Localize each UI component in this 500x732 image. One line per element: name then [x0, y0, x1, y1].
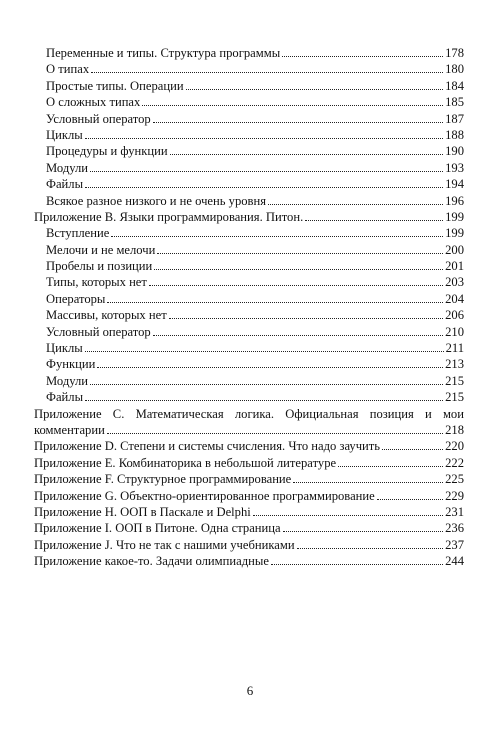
toc-entry-title: Переменные и типы. Структура программы — [46, 46, 281, 60]
toc-entry-word: Математическая — [135, 406, 224, 421]
toc-entry-page: 188 — [445, 127, 464, 142]
toc-entry-page: 213 — [445, 357, 464, 372]
toc-entry-title: Приложение F. Структурное программирование — [34, 472, 292, 487]
toc-entry-page: 215 — [445, 373, 464, 388]
dot-leader — [90, 384, 443, 385]
toc-entry — [34, 340, 464, 356]
toc-entry-title: Приложение H. ООП в Паскале и Delphi — [34, 504, 251, 519]
toc-entry-title: Циклы — [46, 341, 83, 356]
dot-leader — [169, 318, 443, 319]
toc-entry-page: 210 — [445, 324, 464, 339]
toc-entry-title: Вступление — [46, 226, 110, 241]
toc-entry-title: О типах — [46, 62, 90, 77]
dot-leader — [107, 302, 443, 303]
dot-leader — [338, 466, 443, 467]
toc-entry-page: 193 — [445, 160, 464, 175]
dot-leader — [382, 449, 443, 450]
dot-leader — [90, 171, 443, 172]
toc-entry-page: 196 — [445, 193, 464, 208]
dot-leader — [85, 138, 443, 139]
toc-entry-page: 187 — [445, 111, 464, 126]
toc-entry-word: Официальная — [285, 406, 359, 421]
toc-entry-title: Циклы — [46, 127, 83, 142]
toc-entry — [34, 258, 464, 274]
toc-entry — [34, 438, 464, 454]
toc-entry-page: 204 — [445, 291, 464, 306]
toc-entry-page: 215 — [445, 390, 464, 405]
toc-entry — [34, 389, 464, 405]
toc-entry-title: О сложных типах — [46, 95, 141, 110]
toc-entry-title: Приложение J. Что не так с нашими учебниками — [34, 537, 295, 552]
dot-leader — [186, 89, 444, 90]
dot-leader — [154, 269, 443, 270]
toc-entry-word: позиция — [369, 406, 414, 421]
toc-entry-word: логика. — [234, 406, 275, 421]
toc-entry-page: 199 — [445, 209, 464, 224]
toc-entry-line-2 — [34, 422, 464, 438]
toc-entry-title: Файлы — [46, 390, 84, 405]
toc-entry-line-1 — [34, 406, 464, 422]
dot-leader — [85, 187, 443, 188]
toc-entry-page: 178 — [445, 46, 464, 60]
toc-entry — [34, 143, 464, 159]
dot-leader — [85, 351, 444, 352]
toc-entry-title: Приложение B. Языки программирования. Питон. — [34, 209, 304, 224]
dot-leader — [142, 105, 443, 106]
toc-entry-title: Файлы — [46, 177, 84, 192]
toc-entry-title: Условный оператор — [46, 111, 151, 126]
toc-entry-page: 244 — [445, 554, 464, 569]
toc-entry-title: Модули — [46, 160, 88, 175]
toc-entry-word: мои — [442, 406, 464, 421]
toc-entry-title: Приложение D. Степени и системы счисления. Что надо заучить — [34, 439, 381, 454]
toc-entry — [34, 94, 464, 110]
toc-entry — [34, 160, 464, 176]
toc-entry-title: Простые типы. Операции — [46, 78, 184, 93]
toc-entry-title: Функции — [46, 357, 96, 372]
toc-entry — [34, 356, 464, 372]
toc-entry — [34, 127, 464, 143]
dot-leader — [305, 220, 443, 221]
toc-entry — [34, 242, 464, 258]
dot-leader — [268, 204, 443, 205]
toc-entry-title: Типы, которых нет — [46, 275, 147, 290]
table-of-contents — [34, 45, 464, 570]
toc-entry-title: Приложение G. Объектно-ориентированное программирование — [34, 488, 375, 503]
toc-entry-page: 229 — [445, 488, 464, 503]
toc-entry-page: 225 — [445, 472, 464, 487]
toc-entry-page: 190 — [445, 144, 464, 159]
dot-leader — [297, 548, 444, 549]
toc-entry-page: 222 — [445, 455, 464, 470]
dot-leader — [97, 367, 443, 368]
toc-entry-page: 237 — [445, 537, 464, 552]
toc-entry — [34, 291, 464, 307]
toc-entry — [34, 373, 464, 389]
toc-entry — [34, 176, 464, 192]
toc-entry-title: Массивы, которых нет — [46, 308, 167, 323]
toc-part-2 — [34, 438, 464, 569]
toc-entry-title: Процедуры и функции — [46, 144, 168, 159]
toc-entry — [34, 61, 464, 77]
toc-entry — [34, 209, 464, 225]
toc-entry — [34, 520, 464, 536]
toc-entry-appendix-c — [34, 406, 464, 439]
toc-entry — [34, 274, 464, 290]
toc-entry-title: Приложение E. Комбинаторика в небольшой литературе — [34, 455, 337, 470]
toc-entry-title: Операторы — [46, 291, 106, 306]
toc-entry — [34, 504, 464, 520]
dot-leader — [377, 499, 443, 500]
dot-leader — [253, 515, 443, 516]
toc-entry-word: Приложение — [34, 406, 102, 421]
toc-entry-title: Мелочи и не мелочи — [46, 242, 156, 257]
toc-part-1 — [34, 45, 464, 406]
dot-leader — [282, 56, 443, 57]
dot-leader — [153, 335, 443, 336]
toc-entry-title: комментарии — [34, 422, 105, 437]
dot-leader — [107, 433, 443, 434]
toc-entry-word: C. — [112, 406, 125, 421]
toc-entry-title: Приложение I. ООП в Питоне. Одна страница — [34, 521, 281, 536]
toc-entry-page: 218 — [445, 422, 464, 437]
toc-entry — [34, 471, 464, 487]
toc-entry — [34, 488, 464, 504]
toc-entry-page: 180 — [445, 62, 464, 77]
toc-entry — [34, 45, 464, 61]
page-number: 6 — [246, 683, 254, 698]
toc-entry-title: Всякое разное низкого и не очень уровня — [46, 193, 267, 208]
dot-leader — [293, 482, 443, 483]
toc-entry-page: 203 — [445, 275, 464, 290]
toc-entry — [34, 537, 464, 553]
toc-entry-page: 201 — [445, 259, 464, 274]
toc-entry-page: 185 — [445, 95, 464, 110]
dot-leader — [149, 285, 443, 286]
toc-entry-page: 199 — [445, 226, 464, 241]
dot-leader — [91, 72, 443, 73]
dot-leader — [170, 154, 444, 155]
dot-leader — [157, 253, 443, 254]
toc-entry-page: 206 — [445, 308, 464, 323]
toc-entry-page: 200 — [445, 242, 464, 257]
dot-leader — [111, 236, 443, 237]
toc-entry — [34, 455, 464, 471]
toc-entry-page: 236 — [445, 521, 464, 536]
dot-leader — [85, 400, 443, 401]
dot-leader — [153, 122, 443, 123]
toc-entry — [34, 324, 464, 340]
toc-entry-page: 220 — [445, 439, 464, 454]
toc-entry — [34, 78, 464, 94]
toc-entry — [34, 225, 464, 241]
dot-leader — [283, 531, 443, 532]
toc-entry — [34, 193, 464, 209]
toc-entry-title: Условный оператор — [46, 324, 151, 339]
toc-entry-word: и — [424, 406, 432, 421]
toc-entry-page: 184 — [445, 78, 464, 93]
toc-entry-page: 231 — [445, 504, 464, 519]
toc-entry-title: Пробелы и позиции — [46, 259, 153, 274]
dot-leader — [271, 564, 443, 565]
toc-entry — [34, 111, 464, 127]
toc-entry-title: Приложение какое-то. Задачи олимпиадные — [34, 554, 269, 569]
toc-entry — [34, 307, 464, 323]
toc-entry-page: 194 — [445, 177, 464, 192]
toc-entry-page: 211 — [445, 341, 464, 356]
toc-entry — [34, 553, 464, 569]
toc-entry-title: Модули — [46, 373, 88, 388]
